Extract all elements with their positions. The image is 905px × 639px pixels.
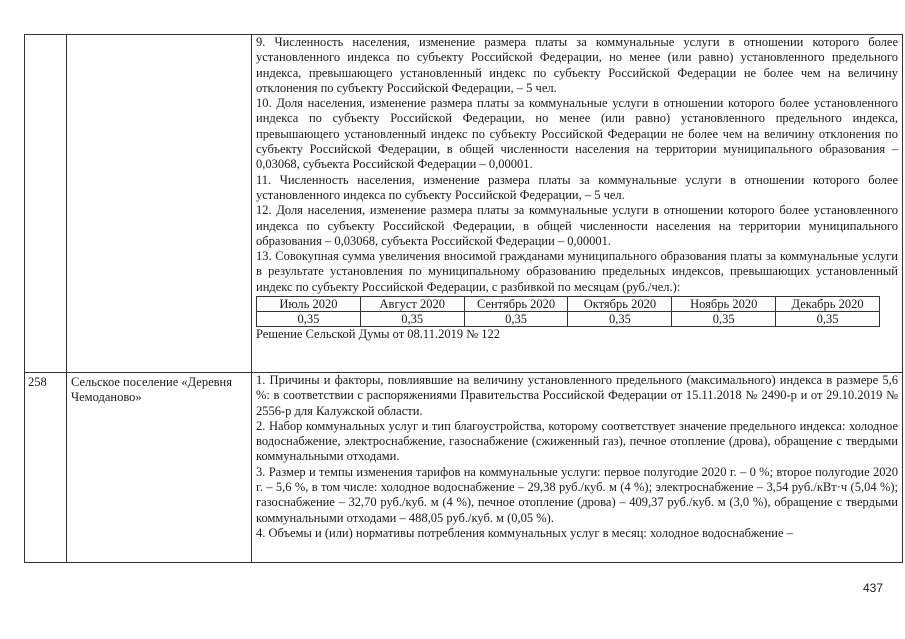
row-number-cell: 258: [25, 373, 67, 563]
table-row: [25, 373, 903, 563]
month-header: Ноябрь 2020: [672, 297, 776, 312]
monthly-header-row: [257, 297, 880, 312]
item-4: 4. Объемы и (или) нормативы потребления коммунальных услуг в месяц: холодное водоснабжение –: [256, 525, 793, 540]
month-header: Август 2020: [360, 297, 464, 312]
month-value: 0,35: [776, 312, 880, 327]
month-header: Июль 2020: [257, 297, 361, 312]
item-11: 11. Численность населения, изменение размера платы за коммунальные услуги в отношении которого более установленного индекса по субъекту Российской Федерации, – 5 чел.: [256, 172, 898, 202]
details-cell: [252, 373, 903, 563]
month-header: Октябрь 2020: [568, 297, 672, 312]
item-2: 2. Набор коммунальных услуг и тип благоустройства, которому соответствует значение предельного индекса: холодное водоснабжение, электроснабжение, газоснабжение (сжиженный газ), печное отопление (дрова), обращение с твердыми коммунальными отходами.: [256, 418, 898, 464]
item-9: 9. Численность населения, изменение размера платы за коммунальные услуги в отношении которого более установленного индекса по субъекту Российской Федерации, но менее (или равно) установленного предельного индекса, превышающего установленный индекс по субъекту Российской Федерации не более чем на величину отклонения по субъекту Российской Федерации, – 5 чел.: [256, 35, 898, 95]
item-1: 1. Причины и факторы, повлиявшие на величину установленного предельного (максимального) индекса в размере 5,6 %: в соответствии с распоряжениями Правительства Российской Федерации от 15.11.2018 № 2490-р и от 29.10.2019 № 2556-р для Калужской области.: [256, 373, 898, 418]
municipality-name-cell: Сельское поселение «Деревня Чемоданово»: [67, 373, 252, 563]
month-value: 0,35: [672, 312, 776, 327]
monthly-value-row: [257, 312, 880, 327]
item-13: 13. Совокупная сумма увеличения вносимой гражданами муниципального образования платы за коммунальные услуги в результате установления по муниципальному образованию предельных индексов, превышающих установленный индекс по субъекту Российской Федерации, с разбивкой по месяцам (руб./чел.):: [256, 249, 898, 294]
row-number-cell: [25, 35, 67, 373]
item-12: 12. Доля населения, изменение размера платы за коммунальные услуги в отношении которого более установленного индекса по субъекту Российской Федерации, в общей численности населения на территории муниципального образования – 0,03068, субъекта Российской Федерации – 0,00001.: [256, 203, 898, 248]
decision-reference: Решение Сельской Думы от 08.11.2019 № 122: [256, 327, 501, 342]
table-row: [25, 35, 903, 373]
page-number: 437: [862, 581, 883, 595]
item-3: 3. Размер и темпы изменения тарифов на коммунальные услуги: первое полугодие 2020 г. – 0 %; второе полугодие 2020 г. – 5,6 %, в том числе: холодное водоснабжение – 29,38 руб./куб. м (4 %); электроснабжение – 3,54 руб./кВт·ч (5,04 %); газоснабжение – 32,70 руб./куб. м (4 %), печное отопление (дрова) – 409,37 руб./куб. м (3,0 %), обращение с твердыми коммунальными отходами – 488,05 руб./куб. м (0,05 %).: [256, 464, 898, 525]
item-10: 10. Доля населения, изменение размера платы за коммунальные услуги в отношении которого более установленного индекса по субъекту Российской Федерации, но менее (или равно) установленного предельного индекса, превышающего установленный индекс по субъекту Российской Федерации не более чем на величину отклонения по субъекту Российской Федерации, в общей численности населения на территории муниципального образования – 0,03068, субъекта Российской Федерации – 0,00001.: [256, 96, 898, 172]
month-value: 0,35: [568, 312, 672, 327]
month-value: 0,35: [257, 312, 361, 327]
details-cell: [252, 35, 903, 373]
municipality-name-cell: [67, 35, 252, 373]
month-value: 0,35: [464, 312, 568, 327]
month-header: Сентябрь 2020: [464, 297, 568, 312]
month-value: 0,35: [360, 312, 464, 327]
indices-table: [24, 34, 903, 563]
monthly-table: [256, 296, 880, 327]
month-header: Декабрь 2020: [776, 297, 880, 312]
